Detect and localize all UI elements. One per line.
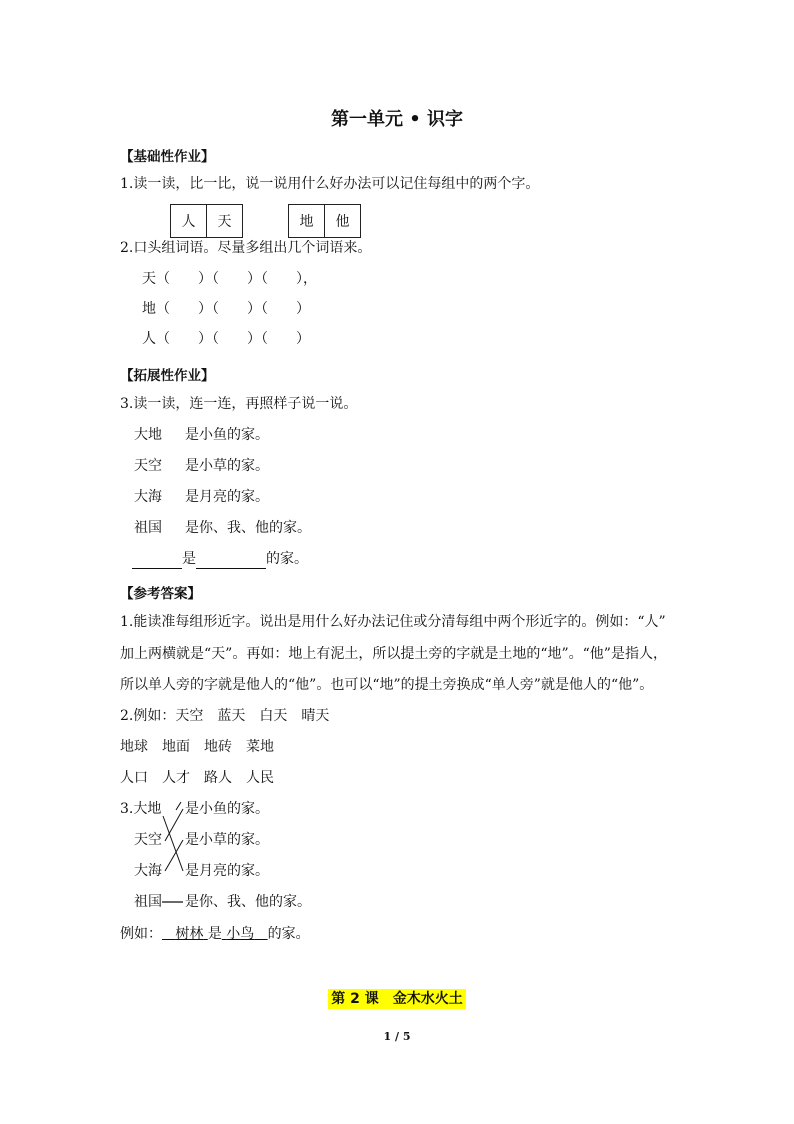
question-2-text: 2.口头组词语。尽量多组出几个词语来。 — [120, 240, 372, 256]
blank-object — [196, 568, 266, 569]
q3-right-4: 是你、我、他的家。 — [185, 520, 311, 536]
char-di: 地 — [299, 214, 314, 230]
answer-3-left-4: 祖国 — [134, 894, 162, 910]
pattern-end: 的家。 — [266, 551, 308, 567]
section-extended-heading: 【拓展性作业】 — [120, 368, 215, 384]
q3-left-2: 天空 — [134, 458, 162, 474]
example-mid: 是 — [207, 926, 222, 942]
q3-left-3: 大海 — [134, 489, 162, 505]
example-word-1: 树林 — [175, 926, 204, 942]
q3-left-1: 大地 — [134, 427, 162, 443]
match-line-dadi-moon — [163, 816, 183, 871]
q2-row-di: 地（ ）（ ）（ ） — [142, 301, 310, 317]
q2-row-ren: 人（ ）（ ）（ ） — [142, 331, 310, 347]
char-group-1 — [170, 204, 243, 238]
q3-right-3: 是月亮的家。 — [185, 489, 269, 505]
example-prefix: 例如： — [120, 926, 162, 942]
example-end: 的家。 — [267, 926, 310, 942]
answer-1-line-2: 加上两横就是“天”。再如：地上有泥土，所以提土旁的字就是土地的“地”。“他”是指人， — [120, 646, 667, 662]
section-answers-heading: 【参考答案】 — [120, 586, 201, 602]
example-line — [120, 924, 310, 944]
q3-right-2: 是小草的家。 — [185, 458, 269, 474]
answer-3-left-1: 3.大地 — [120, 801, 162, 817]
answer-2-line-1: 2.例如：天空 蓝天 白天 晴天 — [120, 708, 330, 724]
q3-pattern-line — [132, 549, 308, 569]
answer-2-line-3: 人口 人才 路人 人民 — [120, 770, 274, 786]
question-1-text: 1.读一读，比一比，说一说用什么好办法可以记住每组中的两个字。 — [120, 176, 540, 192]
char-tian: 天 — [206, 205, 242, 237]
char-group-2 — [288, 204, 361, 238]
answer-1-line-1: 1.能读准每组形近字。说出是用什么好办法记住或分清每组中两个形近字的。例如：“人” — [120, 614, 666, 630]
answer-3-left-3: 大海 — [134, 863, 162, 879]
q3-right-1: 是小鱼的家。 — [185, 427, 269, 443]
page-title: 第一单元 • 识字 — [330, 109, 464, 130]
section-basic-heading: 【基础性作业】 — [120, 149, 215, 165]
q2-row-tian: 天（ ）（ ）（ ）， — [142, 271, 317, 287]
pattern-mid: 是 — [182, 551, 196, 567]
question-3-text: 3.读一读，连一连，再照样子说一说。 — [120, 396, 358, 412]
match-line-dahai — [165, 840, 183, 871]
char-ta: 他 — [324, 205, 360, 237]
blank-subject — [132, 568, 182, 569]
page-number: 1 / 5 — [383, 1030, 411, 1043]
example-word-2: 小鸟 — [226, 926, 255, 942]
answer-3-right-2: 是小草的家。 — [185, 832, 269, 848]
answer-1-line-3: 所以单人旁的字就是他人的“他”。也可以“地”的提土旁换成“单人旁”就是他人的“他”。 — [120, 677, 654, 693]
match-line-dadi-yue — [176, 802, 181, 810]
char-ren: 人 — [181, 214, 196, 230]
answer-3-right-1: 是小鱼的家。 — [185, 801, 269, 817]
next-lesson-heading: 第 2 课 金木水火土 — [0, 988, 794, 1008]
q3-left-4: 祖国 — [134, 520, 162, 536]
match-line-tiankong — [165, 809, 183, 841]
answer-3-right-3: 是月亮的家。 — [185, 863, 269, 879]
answer-3-right-4: 是你、我、他的家。 — [185, 894, 311, 910]
answer-3-left-2: 天空 — [134, 832, 162, 848]
answer-2-line-2: 地球 地面 地砖 菜地 — [120, 739, 274, 755]
